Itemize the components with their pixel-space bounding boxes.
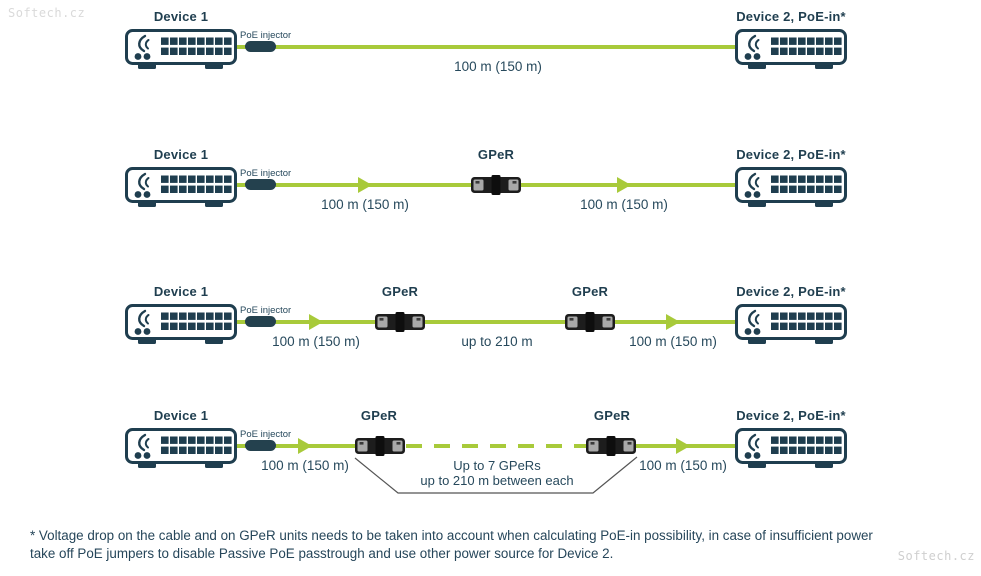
device1-label: Device 1 [153, 9, 209, 24]
router-icon [735, 304, 847, 346]
ethernet-cable-dashed [378, 444, 613, 448]
distance-label: 100 m (150 m) [321, 197, 409, 212]
router-icon [125, 428, 237, 470]
distance-label: 100 m (150 m) [639, 458, 727, 473]
gper-label: GPeR [593, 408, 631, 423]
arrow-right-icon [617, 177, 631, 193]
gper-label: GPeR [360, 408, 398, 423]
gper-icon [372, 310, 428, 334]
router-icon [735, 428, 847, 470]
footnote-line1: * Voltage drop on the cable and on GPeR units needs to be taken into account when calculating PoE-in possibility, in case of insufficient power [30, 528, 873, 543]
distance-label: 100 m (150 m) [629, 334, 717, 349]
poe-injector-label: PoE injector [240, 168, 292, 179]
poe-injector-icon [245, 440, 276, 451]
device1-label: Device 1 [153, 408, 209, 423]
device2-label: Device 2, PoE-in* [736, 9, 846, 24]
poe-injector-label: PoE injector [240, 30, 292, 41]
distance-label: 100 m (150 m) [272, 334, 360, 349]
arrow-right-icon [358, 177, 372, 193]
arrow-right-icon [298, 438, 312, 454]
poe-injector-icon [245, 179, 276, 190]
device1-label: Device 1 [153, 147, 209, 162]
router-icon [735, 167, 847, 209]
poe-injector-label: PoE injector [240, 305, 292, 316]
distance-label: up to 210 m [461, 334, 533, 349]
distance-label: 100 m (150 m) [261, 458, 349, 473]
gper-chain-note-line1: Up to 7 GPeRs [453, 458, 541, 473]
distance-label: 100 m (150 m) [580, 197, 668, 212]
footnote-line2: take off PoE jumpers to disable Passive PoE passtrough and use other power source for Device 2. [30, 546, 614, 561]
watermark: Softech.cz [8, 6, 86, 20]
router-icon [125, 29, 237, 71]
device2-label: Device 2, PoE-in* [736, 147, 846, 162]
poe-injector-icon [245, 41, 276, 52]
device2-label: Device 2, PoE-in* [736, 284, 846, 299]
gper-label: GPeR [381, 284, 419, 299]
router-icon [125, 304, 237, 346]
router-icon [735, 29, 847, 71]
ethernet-cable [237, 45, 740, 49]
gper-label: GPeR [571, 284, 609, 299]
watermark: Softech.cz [897, 549, 975, 563]
gper-icon [468, 173, 524, 197]
gper-icon [562, 310, 618, 334]
arrow-right-icon [309, 314, 323, 330]
poe-injector-label: PoE injector [240, 429, 292, 440]
device2-label: Device 2, PoE-in* [736, 408, 846, 423]
gper-label: GPeR [477, 147, 515, 162]
gper-chain-note [420, 458, 573, 488]
router-icon [125, 167, 237, 209]
footnote [30, 527, 873, 563]
distance-label: 100 m (150 m) [454, 59, 542, 74]
arrow-right-icon [666, 314, 680, 330]
poe-injector-icon [245, 316, 276, 327]
arrow-right-icon [676, 438, 690, 454]
device1-label: Device 1 [153, 284, 209, 299]
gper-chain-note-line2: up to 210 m between each [420, 473, 574, 488]
